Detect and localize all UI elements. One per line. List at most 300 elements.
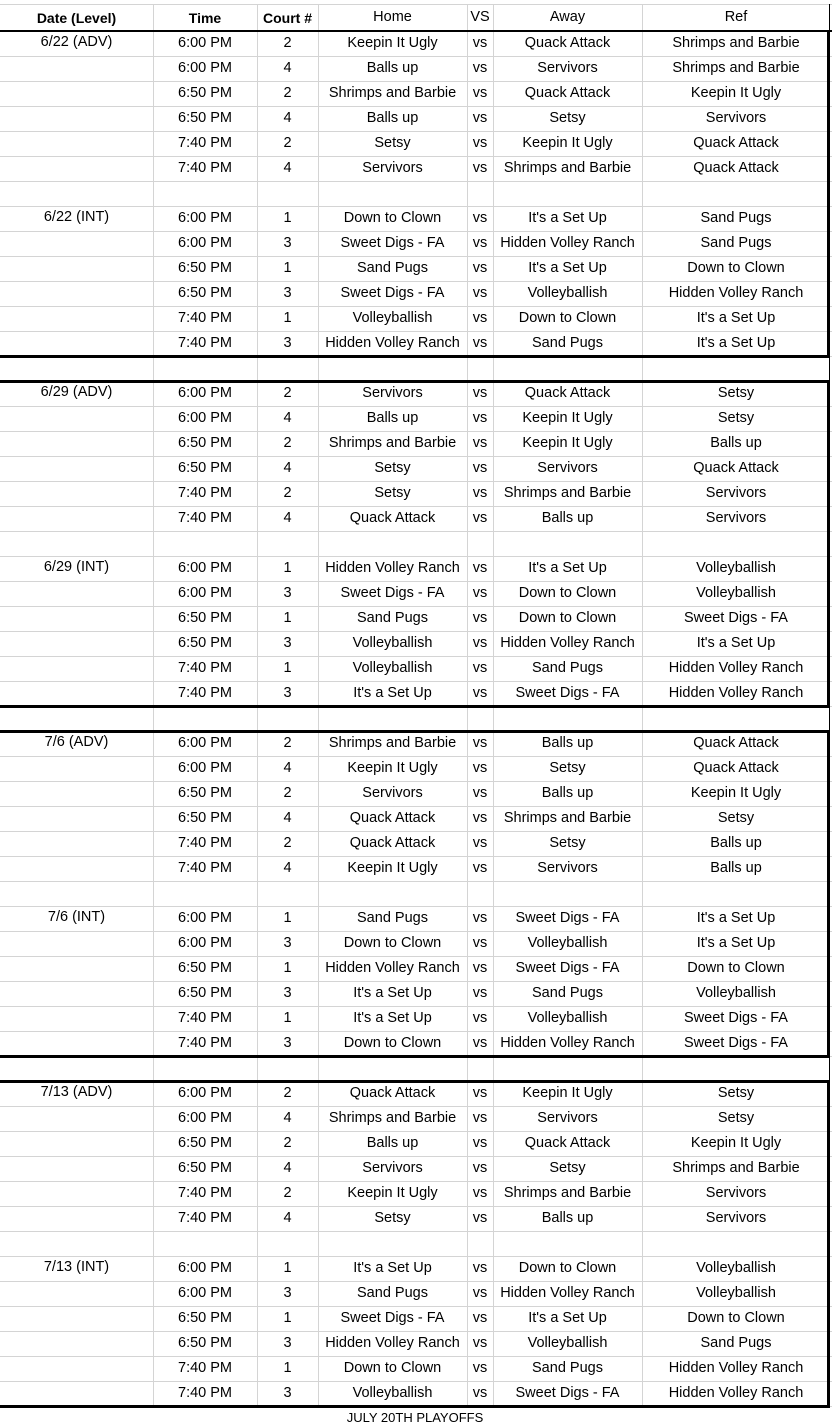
away-cell: Balls up: [541, 735, 594, 752]
away-cell: Quack Attack: [524, 385, 611, 402]
court-cell: 4: [283, 160, 292, 177]
vs-cell: vs: [472, 335, 488, 352]
date-cell: [0, 256, 153, 281]
home-cell: Sweet Digs - FA: [340, 285, 445, 302]
ref-cell: It's a Set Up: [696, 310, 776, 327]
court-cell: 1: [283, 960, 292, 977]
table-row: [0, 456, 832, 481]
grid-line: [0, 1231, 832, 1232]
home-cell: Volleyballish: [352, 635, 433, 652]
ref-cell: Balls up: [710, 435, 762, 452]
grid-line: [0, 56, 832, 57]
table-row: [0, 1106, 832, 1131]
away-cell: Sweet Digs - FA: [515, 960, 620, 977]
home-cell: Keepin It Ugly: [347, 35, 438, 52]
away-cell: Hidden Volley Ranch: [500, 1285, 635, 1302]
grid-line: [0, 1356, 832, 1357]
vs-cell: vs: [472, 1010, 488, 1027]
vs-cell: vs: [472, 510, 488, 527]
date-cell: [0, 1031, 153, 1056]
ref-cell: Hidden Volley Ranch: [668, 660, 804, 677]
table-row: [0, 656, 832, 681]
header-court: Court #: [263, 9, 312, 26]
court-cell: 2: [283, 735, 292, 752]
grid-line: [0, 1181, 832, 1182]
home-cell: Shrimps and Barbie: [328, 85, 457, 102]
vs-cell: vs: [472, 310, 488, 327]
away-cell: Shrimps and Barbie: [503, 810, 632, 827]
date-cell: [0, 481, 153, 506]
home-cell: Hidden Volley Ranch: [325, 560, 460, 577]
date-cell: 7/13 (ADV): [40, 1084, 113, 1100]
ref-cell: Sand Pugs: [700, 1335, 772, 1352]
table-row: [0, 981, 832, 1006]
home-cell: Quack Attack: [349, 510, 436, 527]
court-cell: 2: [283, 435, 292, 452]
court-cell: 4: [283, 1110, 292, 1127]
grid-line: [0, 706, 832, 707]
ref-cell: Servivors: [705, 485, 767, 502]
home-cell: Down to Clown: [343, 1360, 442, 1377]
home-cell: Balls up: [366, 110, 419, 127]
grid-line: [0, 406, 832, 407]
away-cell: Keepin It Ugly: [522, 135, 613, 152]
home-cell: Shrimps and Barbie: [328, 1110, 457, 1127]
grid-line: [0, 1381, 832, 1382]
away-cell: Sand Pugs: [532, 985, 603, 1002]
header-vs: VS: [470, 9, 490, 26]
time-cell: 7:40 PM: [178, 335, 232, 352]
grid-line: [0, 331, 832, 332]
time-cell: 7:40 PM: [178, 135, 232, 152]
court-cell: 3: [283, 935, 292, 952]
home-cell: Shrimps and Barbie: [328, 435, 457, 452]
home-cell: Hidden Volley Ranch: [325, 335, 460, 352]
table-row: [0, 481, 832, 506]
vs-cell: vs: [472, 585, 488, 602]
vs-cell: vs: [472, 1185, 488, 1202]
away-cell: It's a Set Up: [528, 260, 607, 277]
date-cell: 6/29 (INT): [43, 559, 110, 575]
time-cell: 6:00 PM: [178, 735, 232, 752]
home-cell: Shrimps and Barbie: [328, 735, 457, 752]
ref-cell: Servivors: [705, 1185, 767, 1202]
table-row: [0, 131, 832, 156]
time-cell: 7:40 PM: [178, 160, 232, 177]
home-cell: Sand Pugs: [357, 1285, 428, 1302]
table-row: [0, 56, 832, 81]
home-cell: Sweet Digs - FA: [340, 235, 445, 252]
date-cell: [0, 1006, 153, 1031]
vs-cell: vs: [472, 385, 488, 402]
court-cell: 1: [283, 310, 292, 327]
header-away: Away: [549, 9, 586, 26]
vs-cell: vs: [472, 1310, 488, 1327]
grid-line: [153, 4, 154, 1406]
date-cell: 7/6 (ADV): [44, 734, 109, 750]
time-cell: 6:00 PM: [178, 385, 232, 402]
home-cell: Keepin It Ugly: [347, 760, 438, 777]
court-cell: 4: [283, 860, 292, 877]
grid-line: [0, 1006, 832, 1007]
ref-cell: Quack Attack: [693, 760, 779, 777]
away-cell: Volleyballish: [527, 1335, 608, 1352]
away-cell: Sand Pugs: [532, 660, 603, 677]
vs-cell: vs: [472, 485, 488, 502]
ref-cell: Sweet Digs - FA: [684, 1035, 788, 1052]
home-cell: Down to Clown: [343, 1035, 442, 1052]
footer-note: JULY 20TH PLAYOFFS: [346, 1410, 484, 1425]
table-row: [0, 381, 832, 406]
table-row: [0, 156, 832, 181]
time-cell: 7:40 PM: [178, 860, 232, 877]
table-row: [0, 731, 832, 756]
grid-line: [0, 431, 832, 432]
table-row: [0, 1331, 832, 1356]
ref-cell: Setsy: [717, 1085, 755, 1102]
away-cell: Servivors: [537, 860, 598, 877]
ref-cell: Shrimps and Barbie: [672, 60, 800, 77]
home-cell: Balls up: [366, 60, 419, 77]
grid-line: [829, 4, 830, 1406]
ref-cell: Sand Pugs: [700, 210, 772, 227]
grid-line: [0, 681, 832, 682]
vs-cell: vs: [472, 1360, 488, 1377]
table-row: [0, 781, 832, 806]
time-cell: 7:40 PM: [178, 1185, 232, 1202]
time-cell: 7:40 PM: [178, 310, 232, 327]
court-cell: 1: [283, 260, 292, 277]
away-cell: Shrimps and Barbie: [503, 1185, 632, 1202]
away-cell: Keepin It Ugly: [522, 435, 613, 452]
time-cell: 7:40 PM: [178, 1385, 232, 1402]
grid-line: [0, 181, 832, 182]
away-cell: It's a Set Up: [528, 560, 607, 577]
away-cell: It's a Set Up: [528, 1310, 607, 1327]
ref-cell: Quack Attack: [693, 160, 779, 177]
time-cell: 6:50 PM: [178, 285, 232, 302]
ref-cell: Quack Attack: [693, 135, 779, 152]
date-cell: [0, 781, 153, 806]
court-cell: 4: [283, 1210, 292, 1227]
court-cell: 2: [283, 135, 292, 152]
grid-line: [0, 456, 832, 457]
court-cell: 2: [283, 85, 292, 102]
away-cell: Servivors: [537, 460, 598, 477]
grid-line: [0, 1306, 832, 1307]
time-cell: 6:00 PM: [178, 60, 232, 77]
ref-cell: Servivors: [705, 110, 767, 127]
time-cell: 6:50 PM: [178, 110, 232, 127]
time-cell: 6:00 PM: [178, 560, 232, 577]
grid-line: [0, 606, 832, 607]
time-cell: 6:50 PM: [178, 85, 232, 102]
grid-line: [0, 156, 832, 157]
court-cell: 1: [283, 610, 292, 627]
court-cell: 3: [283, 985, 292, 1002]
time-cell: 6:50 PM: [178, 1135, 232, 1152]
grid-line: [493, 4, 494, 1406]
date-cell: [0, 56, 153, 81]
grid-line: [0, 806, 832, 807]
grid-line: [0, 4, 832, 5]
court-cell: 1: [283, 910, 292, 927]
table-row: [0, 431, 832, 456]
home-cell: Down to Clown: [343, 935, 442, 952]
away-cell: Setsy: [549, 760, 586, 777]
home-cell: Sand Pugs: [357, 910, 428, 927]
away-cell: Volleyballish: [527, 935, 608, 952]
table-row: [0, 856, 832, 881]
grid-line: [0, 81, 832, 82]
grid-line: [0, 981, 832, 982]
vs-cell: vs: [472, 160, 488, 177]
home-cell: Quack Attack: [349, 810, 436, 827]
vs-cell: vs: [472, 1160, 488, 1177]
ref-cell: Shrimps and Barbie: [672, 1160, 800, 1177]
time-cell: 6:00 PM: [178, 235, 232, 252]
away-cell: Servivors: [537, 1110, 598, 1127]
date-cell: [0, 281, 153, 306]
court-cell: 2: [283, 485, 292, 502]
vs-cell: vs: [472, 210, 488, 227]
table-row: [0, 306, 832, 331]
away-cell: Down to Clown: [518, 585, 617, 602]
vs-cell: vs: [472, 1110, 488, 1127]
away-cell: Hidden Volley Ranch: [500, 635, 635, 652]
time-cell: 6:50 PM: [178, 610, 232, 627]
table-row: [0, 1006, 832, 1031]
date-cell: [0, 1131, 153, 1156]
ref-cell: Hidden Volley Ranch: [668, 685, 804, 702]
date-cell: [0, 831, 153, 856]
vs-cell: vs: [472, 460, 488, 477]
table-row: [0, 106, 832, 131]
date-cell: [0, 331, 153, 356]
ref-cell: Servivors: [705, 1210, 767, 1227]
table-row: [0, 31, 832, 56]
table-row: [0, 831, 832, 856]
grid-line: [0, 581, 832, 582]
away-cell: Volleyballish: [527, 1010, 608, 1027]
away-cell: Balls up: [541, 785, 594, 802]
vs-cell: vs: [472, 835, 488, 852]
grid-line: [0, 1281, 832, 1282]
table-row: [0, 1031, 832, 1056]
court-cell: 4: [283, 810, 292, 827]
ref-cell: Setsy: [717, 410, 755, 427]
court-cell: 3: [283, 285, 292, 302]
table-row: [0, 331, 832, 356]
time-cell: 6:00 PM: [178, 410, 232, 427]
time-cell: 6:00 PM: [178, 210, 232, 227]
header-time: Time: [188, 9, 222, 26]
table-row: [0, 556, 832, 581]
time-cell: 6:50 PM: [178, 985, 232, 1002]
vs-cell: vs: [472, 735, 488, 752]
date-cell: [0, 1306, 153, 1331]
table-row: [0, 906, 832, 931]
date-cell: 6/22 (ADV): [40, 34, 113, 50]
ref-cell: Hidden Volley Ranch: [668, 285, 804, 302]
time-cell: 6:50 PM: [178, 635, 232, 652]
grid-line: [0, 1156, 832, 1157]
table-row: [0, 256, 832, 281]
court-cell: 3: [283, 1335, 292, 1352]
table-row: [0, 956, 832, 981]
time-cell: 7:40 PM: [178, 1010, 232, 1027]
time-cell: 6:50 PM: [178, 1335, 232, 1352]
table-row: [0, 1156, 832, 1181]
date-cell: 6/29 (ADV): [40, 384, 113, 400]
table-row: [0, 1206, 832, 1231]
header-row: [0, 4, 832, 31]
away-cell: Sweet Digs - FA: [515, 910, 620, 927]
table-row: [0, 681, 832, 706]
ref-cell: Volleyballish: [696, 1285, 776, 1302]
table-row: [0, 1081, 832, 1106]
vs-cell: vs: [472, 110, 488, 127]
grid-line: [0, 1206, 832, 1207]
grid-line: [0, 1031, 832, 1032]
away-cell: Setsy: [549, 110, 586, 127]
table-row: [0, 1181, 832, 1206]
home-cell: Setsy: [374, 135, 411, 152]
court-cell: 2: [283, 1085, 292, 1102]
grid-line: [0, 931, 832, 932]
home-cell: Hidden Volley Ranch: [325, 960, 460, 977]
date-cell: 7/6 (INT): [47, 909, 106, 925]
date-cell: [0, 1381, 153, 1406]
home-cell: Balls up: [366, 410, 419, 427]
vs-cell: vs: [472, 435, 488, 452]
header-underline: [0, 30, 832, 32]
away-cell: Sand Pugs: [532, 1360, 603, 1377]
table-row: [0, 606, 832, 631]
date-cell: [0, 81, 153, 106]
grid-line: [0, 106, 832, 107]
ref-cell: Down to Clown: [687, 260, 785, 277]
date-cell: [0, 656, 153, 681]
date-cell: [0, 981, 153, 1006]
vs-cell: vs: [472, 60, 488, 77]
date-cell: [0, 156, 153, 181]
date-cell: [0, 631, 153, 656]
court-cell: 4: [283, 60, 292, 77]
table-row: [0, 756, 832, 781]
court-cell: 2: [283, 385, 292, 402]
table-row: [0, 931, 832, 956]
time-cell: 7:40 PM: [178, 685, 232, 702]
ref-cell: It's a Set Up: [696, 910, 776, 927]
vs-cell: vs: [472, 785, 488, 802]
table-row: [0, 231, 832, 256]
ref-cell: Hidden Volley Ranch: [668, 1360, 804, 1377]
table-row: [0, 806, 832, 831]
vs-cell: vs: [472, 1210, 488, 1227]
grid-line: [0, 781, 832, 782]
time-cell: 6:50 PM: [178, 785, 232, 802]
ref-cell: Volleyballish: [696, 1260, 776, 1277]
time-cell: 7:40 PM: [178, 1035, 232, 1052]
ref-cell: Balls up: [710, 860, 762, 877]
ref-cell: Volleyballish: [696, 560, 776, 577]
vs-cell: vs: [472, 1285, 488, 1302]
home-cell: Setsy: [374, 485, 411, 502]
court-cell: 4: [283, 510, 292, 527]
grid-line: [0, 1256, 832, 1257]
court-cell: 3: [283, 1035, 292, 1052]
date-cell: 7/13 (INT): [43, 1259, 110, 1275]
date-cell: [0, 306, 153, 331]
vs-cell: vs: [472, 235, 488, 252]
away-cell: Down to Clown: [518, 310, 617, 327]
vs-cell: vs: [472, 810, 488, 827]
vs-cell: vs: [472, 85, 488, 102]
grid-line: [0, 256, 832, 257]
date-cell: [0, 1206, 153, 1231]
table-row: [0, 1281, 832, 1306]
home-cell: Volleyballish: [352, 1385, 433, 1402]
vs-cell: vs: [472, 1385, 488, 1402]
grid-line: [257, 4, 258, 1406]
away-cell: Hidden Volley Ranch: [500, 1035, 635, 1052]
grid-line: [0, 1131, 832, 1132]
header-date: Date (Level): [36, 9, 117, 26]
home-cell: Balls up: [366, 1135, 419, 1152]
time-cell: 6:50 PM: [178, 435, 232, 452]
court-cell: 2: [283, 35, 292, 52]
home-cell: It's a Set Up: [353, 1010, 432, 1027]
grid-line: [0, 881, 832, 882]
court-cell: 3: [283, 1285, 292, 1302]
home-cell: Servivors: [362, 385, 423, 402]
date-cell: [0, 1356, 153, 1381]
home-cell: Sand Pugs: [357, 260, 428, 277]
court-cell: 4: [283, 760, 292, 777]
grid-line: [0, 481, 832, 482]
vs-cell: vs: [472, 610, 488, 627]
date-cell: [0, 506, 153, 531]
time-cell: 6:00 PM: [178, 1085, 232, 1102]
court-cell: 2: [283, 785, 292, 802]
grid-line: [0, 756, 832, 757]
away-cell: It's a Set Up: [528, 210, 607, 227]
vs-cell: vs: [472, 1035, 488, 1052]
court-cell: 1: [283, 210, 292, 227]
court-cell: 3: [283, 635, 292, 652]
table-row: [0, 206, 832, 231]
date-cell: [0, 131, 153, 156]
ref-cell: Sand Pugs: [700, 235, 772, 252]
header-home: Home: [373, 9, 412, 26]
away-cell: Sand Pugs: [532, 335, 603, 352]
grid-line: [0, 356, 832, 357]
grid-line: [0, 656, 832, 657]
home-cell: Sweet Digs - FA: [340, 585, 445, 602]
court-cell: 4: [283, 110, 292, 127]
ref-cell: Setsy: [717, 1110, 755, 1127]
vs-cell: vs: [472, 635, 488, 652]
grid-line: [0, 856, 832, 857]
court-cell: 1: [283, 660, 292, 677]
ref-cell: Keepin It Ugly: [690, 85, 782, 102]
away-cell: Quack Attack: [524, 1135, 611, 1152]
vs-cell: vs: [472, 660, 488, 677]
vs-cell: vs: [472, 860, 488, 877]
court-cell: 3: [283, 335, 292, 352]
home-cell: Servivors: [362, 785, 423, 802]
